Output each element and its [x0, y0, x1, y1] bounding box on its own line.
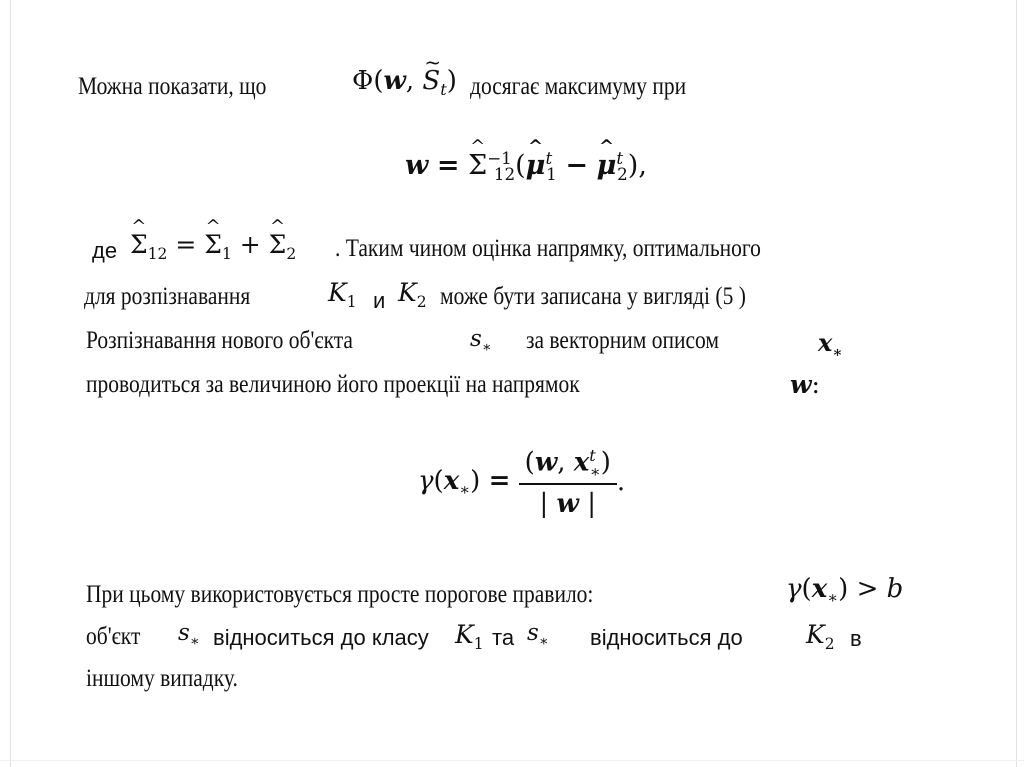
text-line-4a	[86, 326, 396, 356]
line2-text-b: . Таким чином оцінка напрямку, оптимального	[335, 235, 761, 262]
slide-border-left	[10, 0, 11, 767]
line7-text-c: та	[492, 625, 515, 650]
x-star-symbol: $x_∗$	[818, 328, 843, 361]
text-line-7c	[492, 623, 514, 653]
text-line-4b	[526, 326, 750, 356]
gamma-fraction: $\frac{(w, x^t_∗)}{| w |}$	[519, 446, 617, 519]
slide-border-right	[1016, 0, 1017, 767]
formula-w: w = ^ $\Sigma^{-1}_{12}(\^{}$ $\mu^t_1$ − ^ $\mu^t_2$),	[405, 148, 647, 184]
text-line-7d	[590, 623, 743, 653]
text-line-2a	[92, 236, 117, 266]
text-line-7b	[213, 623, 429, 653]
text-line-7e	[850, 624, 862, 654]
s-star-symbol-2: $s_∗$	[178, 620, 200, 650]
sigma-sum-expression: ^ $\Sigma_{12}$ = ^ $\Sigma_1$ + ^ $\Sigma_2$	[130, 230, 296, 263]
w-colon-symbol: w:	[790, 370, 820, 399]
text-line-1b	[470, 72, 721, 102]
line7-text-b: відноситься до класу	[213, 625, 429, 650]
threshold-rule: $\gamma(x_∗) > b$	[786, 574, 904, 608]
line4-text-a: Розпізнавання нового об'єкта	[86, 327, 353, 354]
k1-symbol: $K_1$	[328, 278, 357, 311]
text-line-2b	[335, 234, 830, 264]
k2-symbol-2: $K_2$	[806, 620, 835, 653]
text-line-5a	[86, 370, 660, 400]
text-line-1	[78, 72, 297, 102]
text-line-3a	[84, 282, 277, 312]
text-line-3c	[440, 282, 796, 312]
text-line-6a	[86, 580, 676, 610]
text-line-8a	[86, 664, 263, 694]
phi-expression: Φ(w, ~ $S_t$)	[352, 66, 457, 99]
line1-text-b: досягає максимуму при	[470, 73, 687, 100]
k1-symbol-2: $K_1$	[455, 620, 484, 653]
line1-text-a: Можна показати, що	[78, 73, 267, 100]
slide-border-bottom	[0, 760, 1024, 761]
line8-text-a: іншому випадку.	[86, 665, 238, 692]
line2-text-a: де	[92, 238, 118, 263]
line7-text-a: об'єкт	[86, 623, 141, 650]
line3-text-b: и	[373, 288, 386, 313]
formula-gamma: $\gamma(x_∗)$ = $\frac{(w, x^t_∗)}{| w |}$ .	[418, 446, 626, 519]
text-line-7a	[86, 622, 149, 652]
line7-text-e: в	[850, 626, 862, 651]
line3-text-a: для розпізнавання	[84, 283, 251, 310]
s-star-symbol-3: $s_∗$	[527, 620, 549, 650]
line4-text-b: за векторним описом	[526, 327, 720, 354]
s-star-symbol: $s_∗$	[470, 326, 492, 356]
line5-text-a: проводиться за величиною його проекції на напрямок	[86, 371, 580, 398]
line3-text-c: може бути записана у вигляді (5 )	[440, 283, 746, 310]
line7-text-d: відноситься до	[590, 625, 743, 650]
k2-symbol: $K_2$	[398, 278, 427, 311]
line6-text-a: При цьому використовується просте порогове правило:	[86, 581, 594, 608]
text-line-3b	[373, 286, 385, 316]
